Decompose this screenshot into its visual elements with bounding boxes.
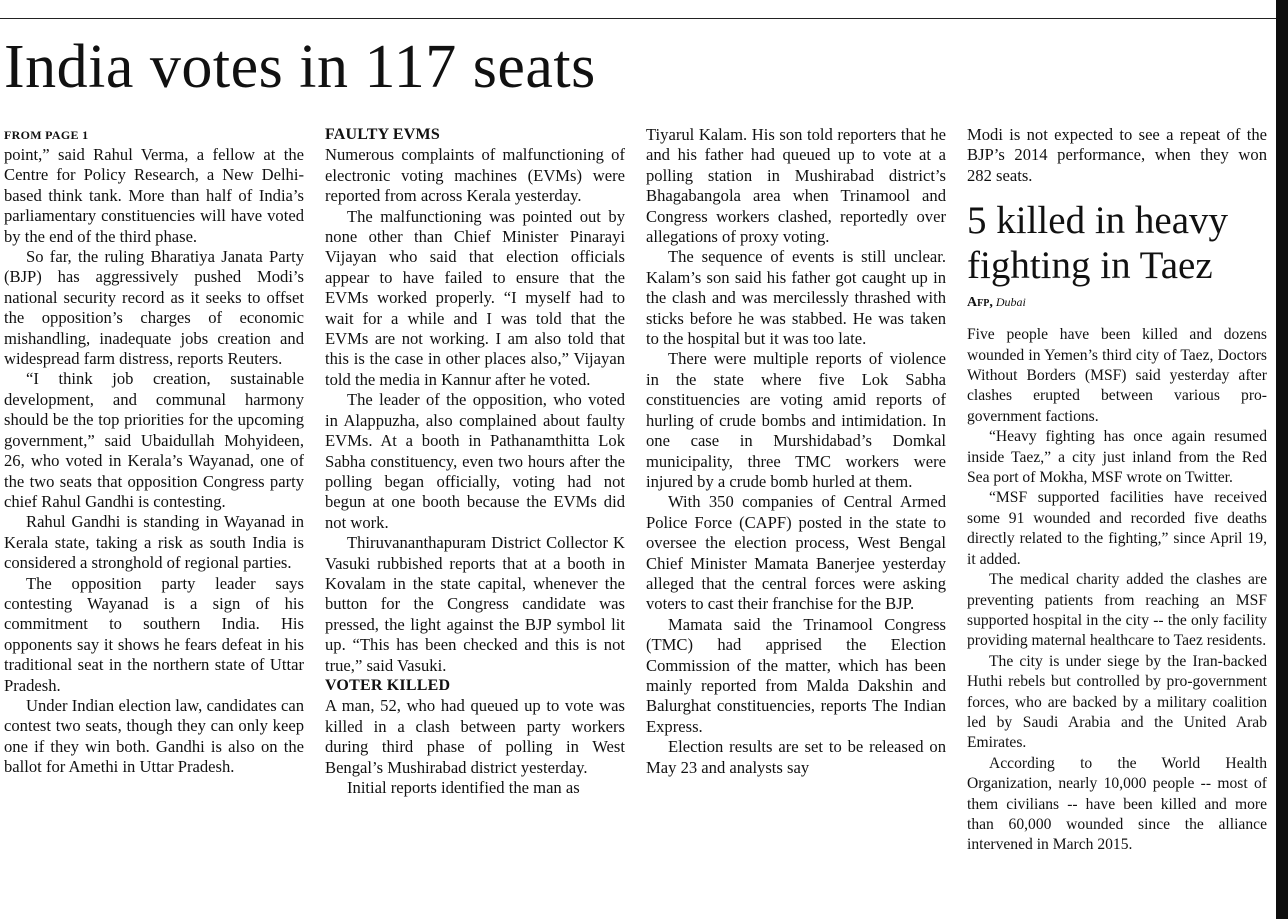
paragraph: According to the World Health Organization, nearly 10,000 people -- most of them civilians -- have been killed and more than 60,000 wounded since the alliance intervened in March 2015. [967,754,1267,854]
paragraph: Mamata said the Trinamool Congress (TMC) had apprised the Election Commission of the matter, which has been mainly reported from Malda Dakshin and Balurghat constituencies, reports The Indian Express. [646,614,946,736]
column-4 [967,125,1267,919]
byline [967,294,1267,311]
paragraph: Thiruvananthapuram District Collector K Vasuki rubbished reports that at a booth in Kovalam in the state capital, whenever the button for the Congress candidate was pressed, the light against the BJP symbol lit up. “This has been checked and this is not true,” said Vasuki. [325,533,625,675]
byline-agency: Afp, [967,295,993,311]
paragraph: “MSF supported facilities have received some 91 wounded and recorded five deaths directly related to the fighting,” since April 19, it added. [967,489,1267,568]
column-1 [4,125,304,919]
paragraph: Initial reports identified the man as [347,778,580,797]
top-rule [0,18,1276,19]
paragraph: Under Indian election law, candidates can contest two seats, though they can only keep one if they win both. Gandhi is also on the ballot for Amethi in Uttar Pradesh. [4,695,304,777]
subhead-voter-killed: VOTER KILLED [325,676,451,694]
kicker-from-page-1: FROM PAGE 1 [4,128,89,142]
paragraph: With 350 companies of Central Armed Police Force (CAPF) posted in the state to oversee the election process, West Bengal Chief Minister Mamata Banerjee yesterday alleged that the central forces were asking voters to cast their franchise for the BJP. [646,492,946,614]
subhead-faulty-evms: FAULTY EVMS [325,126,440,143]
main-headline: India votes in 117 seats [4,33,596,101]
paragraph: “Heavy fighting has once again resumed inside Taez,” a city just inland from the Red Sea port of Mokha, MSF wrote on Twitter. [967,428,1267,487]
paragraph: The sequence of events is still unclear. Kalam’s son said his father got caught up in the clash and was mercilessly thrashed with sticks before he was stabbed. He was taken to the hospital but it was too late. [646,247,946,349]
paragraph: The city is under siege by the Iran-backed Huthi rebels but controlled by pro-government forces, who are backed by a military coalition led by Saudi Arabia and the United Arab Emirates. [967,652,1267,752]
page-edge-bar [1276,0,1288,919]
paragraph: The malfunctioning was pointed out by none other than Chief Minister Pinarayi Vijayan who said that election officials appear to have failed to ensure that the EVMs worked properly. “I myself had to wait for a while and I was told that the EVMs are not working. I am also told that this is the case in other places also,” Vijayan told the media in Kannur after he voted. [325,206,625,389]
paragraph: The medical charity added the clashes are preventing patients from reaching an MSF supported hospital in the city -- the only facility providing maternal healthcare to Taez residents. [967,571,1267,650]
paragraph: Five people have been killed and dozens wounded in Yemen’s third city of Taez, Doctors Without Borders (MSF) said yesterday after clashes erupted between various pro-government factions. [967,326,1267,425]
paragraph: A man, 52, who had queued up to vote was killed in a clash between party workers during third phase of polling in West Bengal’s Mushirabad district yesterday. [325,696,625,777]
story-headline: 5 killed in heavy fighting in Taez [967,199,1229,288]
paragraph-continuation: Modi is not expected to see a repeat of the BJP’s 2014 performance, when they won 282 seats. [967,125,1267,185]
paragraph: Election results are set to be released on May 23 and analysts say [646,737,946,777]
paragraph: Tiyarul Kalam. His son told reporters that he and his father had queued up to vote at a polling station in Mushirabad district’s Bhagabangola area when Trinamool and Congress workers clashed, reportedly over allegations of proxy voting. [646,125,946,247]
column-2 [325,125,625,919]
paragraph: Rahul Gandhi is standing in Wayanad in Kerala state, taking a risk as south India is considered a stronghold of regional parties. [4,512,304,573]
paragraph: point,” said Rahul Verma, a fellow at the Centre for Policy Research, a New Delhi-based think tank. More than half of India’s parliamentary constituencies will have voted by the end of the third phase. [4,145,304,246]
byline-place: Dubai [995,295,1026,310]
paragraph: Numerous complaints of malfunctioning of electronic voting machines (EVMs) were reported from across Kerala yesterday. [325,145,625,206]
paragraph: So far, the ruling Bharatiya Janata Party (BJP) has aggressively pushed Modi’s national security record as it seeks to offset the opposition’s charges of economic mishandling, inadequate jobs creation and widespread farm distress, reports Reuters. [4,247,304,369]
paragraph: There were multiple reports of violence in the state where five Lok Sabha constituencies are voting amid reports of hurling of crude bombs and intimidation. In one case in Murshidabad’s Domkal municipality, three TMC workers were injured by a crude bomb hurled at them. [646,349,946,491]
paragraph: The opposition party leader says contesting Wayanad is a sign of his commitment to southern India. His opponents say it shows he fears defeat in his traditional seat in the northern state of Uttar Pradesh. [4,573,304,695]
paragraph: “I think job creation, sustainable development, and communal harmony should be the top priorities for the upcoming government,” said Ubaidullah Mohyideen, 26, who voted in Kerala’s Wayanad, one of the two seats that opposition Congress party chief Rahul Gandhi is contesting. [4,369,304,511]
column-3 [646,125,946,919]
paragraph: The leader of the opposition, who voted in Alappuzha, also complained about faulty EVMs. At a booth in Pathanamthitta Lok Sabha constituency, even two hours after the polling began officially, voting had not begun at one booth because the EVMs did not work. [325,390,625,532]
story-taez [967,198,1267,856]
